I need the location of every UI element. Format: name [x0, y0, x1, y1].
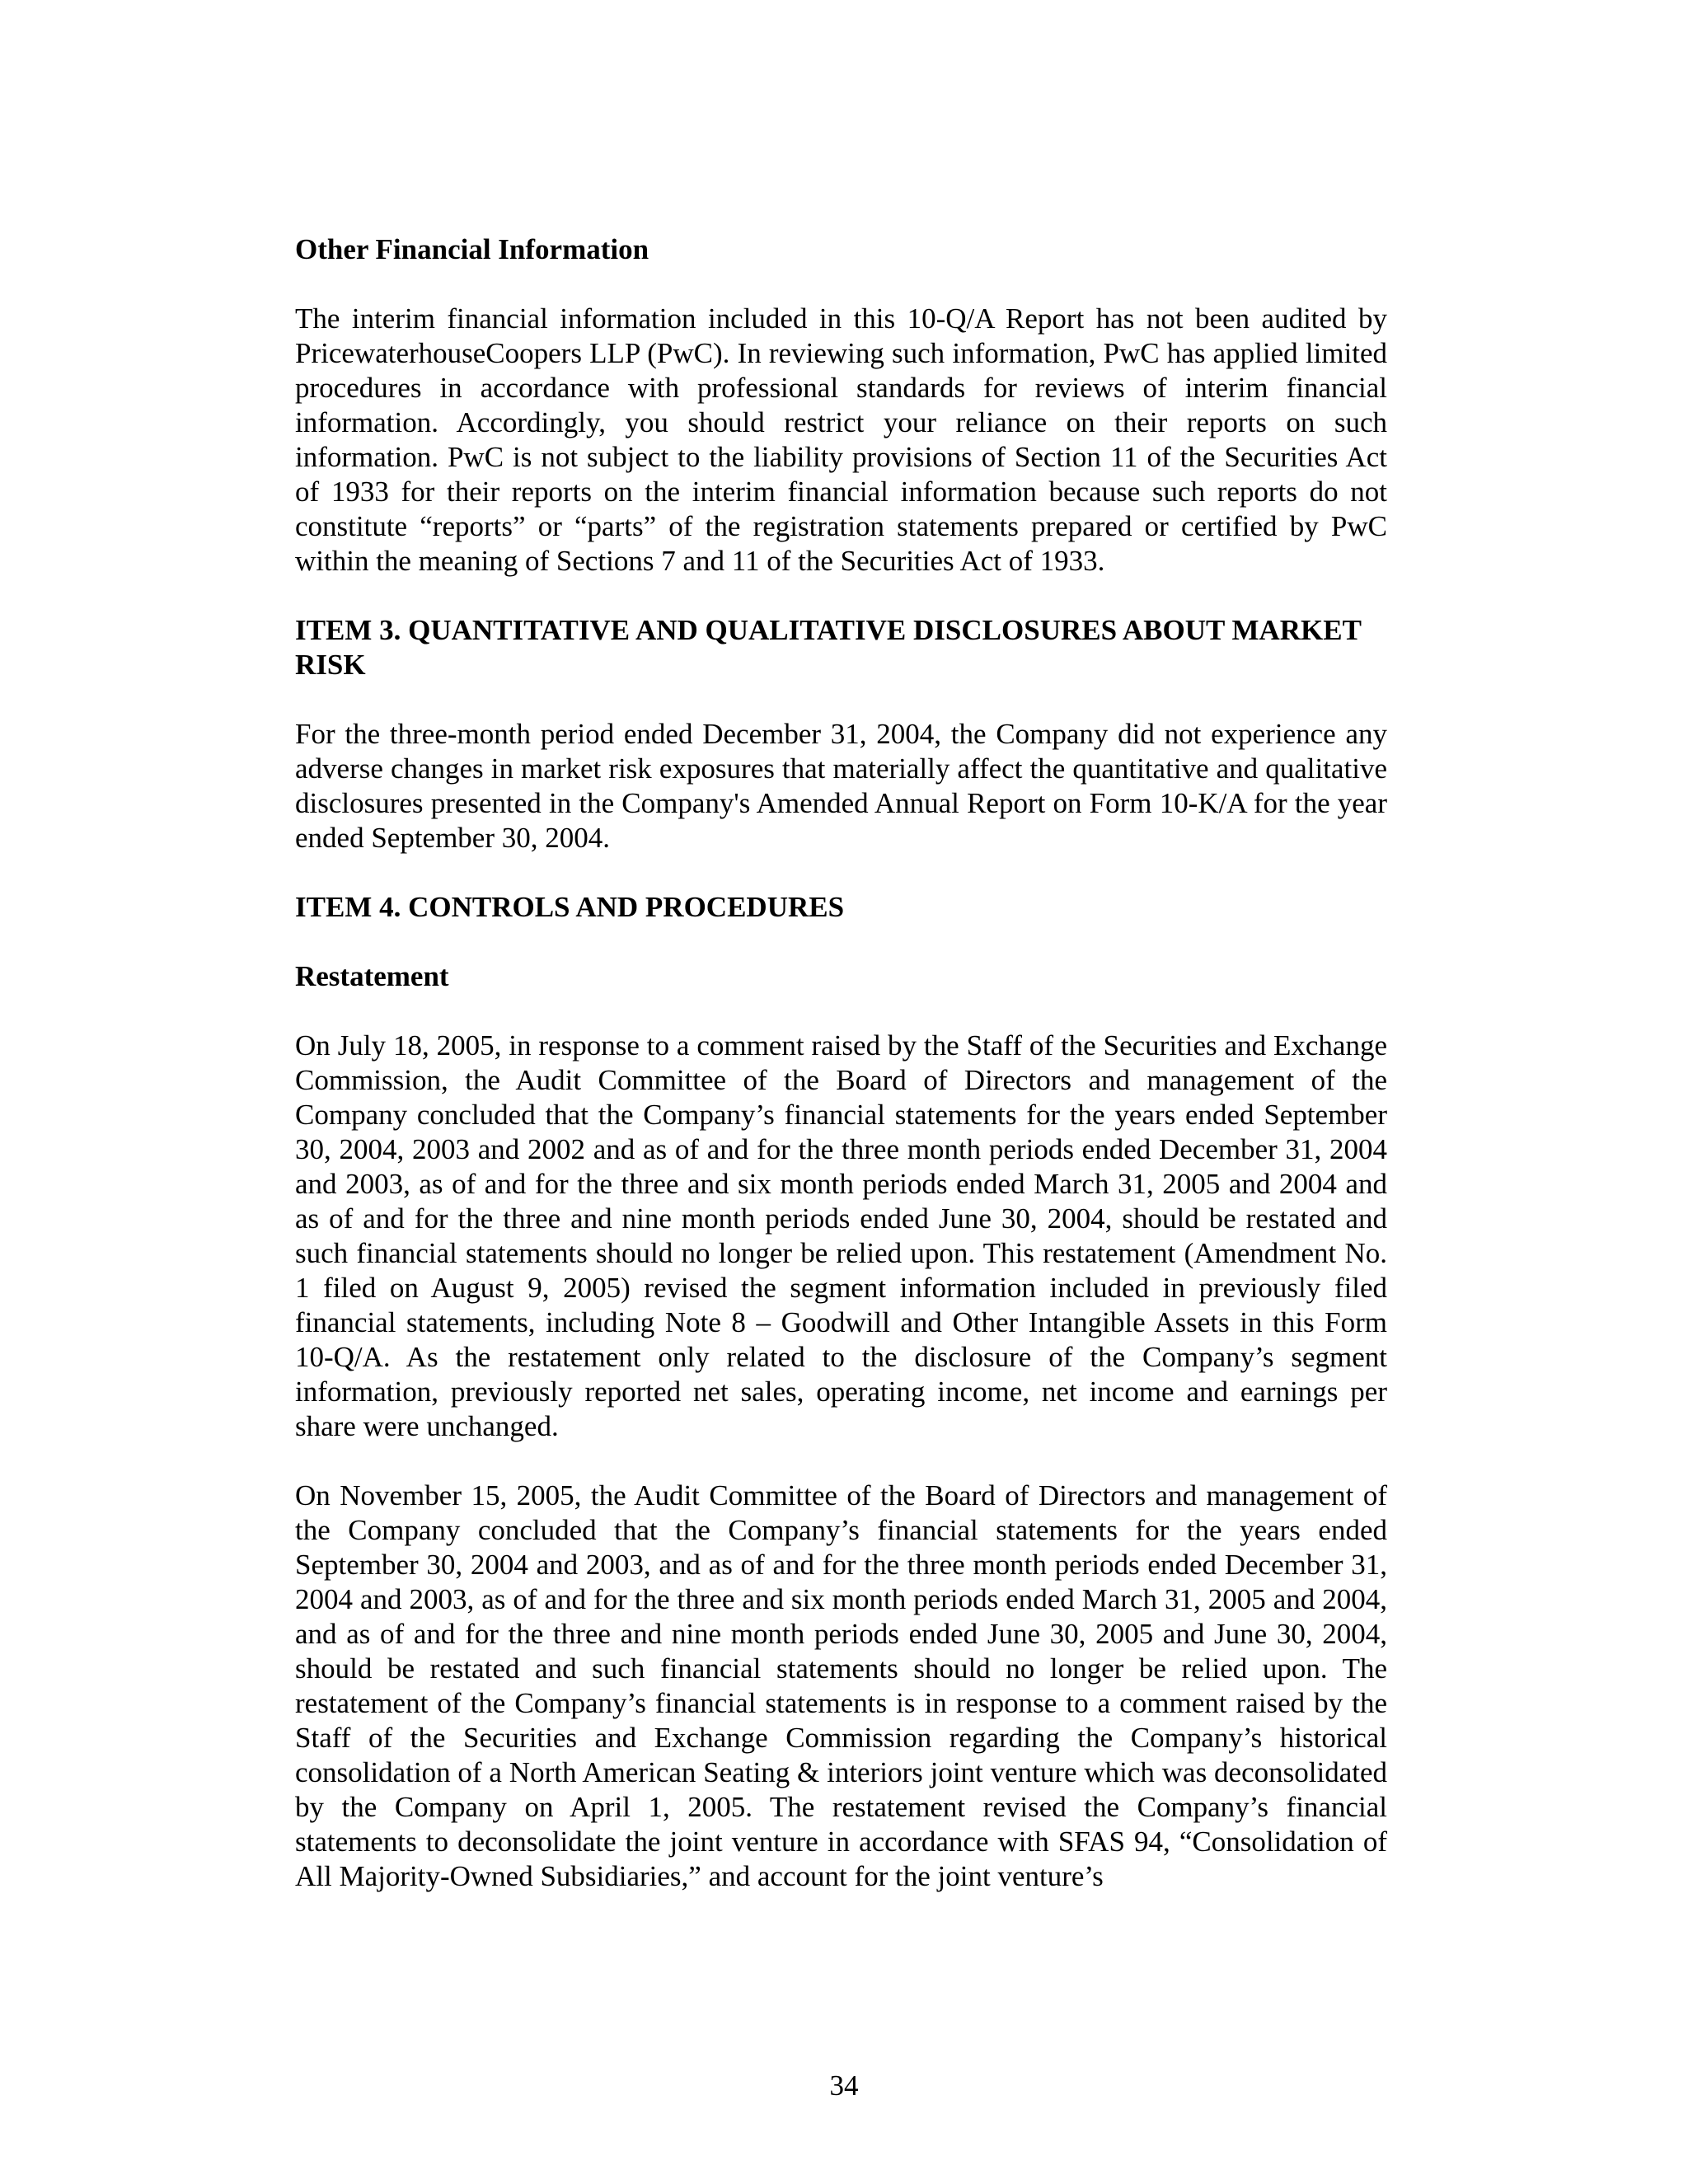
page-content — [295, 232, 1387, 1894]
section-heading-other-financial-information: Other Financial Information — [295, 233, 649, 265]
section-heading-item-4: ITEM 4. CONTROLS AND PROCEDURES — [295, 891, 845, 923]
section-heading-restatement: Restatement — [295, 960, 449, 992]
section-heading-item-3: ITEM 3. QUANTITATIVE AND QUALITATIVE DISCLOSURES ABOUT MARKET RISK — [295, 614, 1362, 681]
paragraph-restatement-july: On July 18, 2005, in response to a comment raised by the Staff of the Securities and Exchange Commission, the Audit Committee of the Board of Directors and management of the Company concluded that the Company’s financial statements for the years ended September 30, 2004, 2003 and 2002 and as of and for the three month periods ended December 31, 2004 and 2003, as of and for the three and six month periods ended March 31, 2005 and 2004 and as of and for the three and nine month periods ended June 30, 2004, should be restated and such financial statements should no longer be relied upon. This restatement (Amendment No. 1 filed on August 9, 2005) revised the segment information included in previously filed financial statements, including Note 8 – Goodwill and Other Intangible Assets in this Form 10-Q/A. As the restatement only related to the disclosure of the Company’s segment information, previously reported net sales, operating income, net income and earnings per share were unchanged. — [295, 1029, 1387, 1442]
paragraph-other-financial-information: The interim financial information included in this 10-Q/A Report has not been audited by PricewaterhouseCoopers LLP (PwC). In reviewing such information, PwC has applied limited procedures in accordance with professional standards for reviews of interim financial information. Accordingly, you should restrict your reliance on their reports on such information. PwC is not subject to the liability provisions of Section 11 of the Securities Act of 1933 for their reports on the interim financial information because such reports do not constitute “reports” or “parts” of the registration statements prepared or certified by PwC within the meaning of Sections 7 and 11 of the Securities Act of 1933. — [295, 302, 1387, 577]
paragraph-item-3: For the three-month period ended December 31, 2004, the Company did not experience any adverse changes in market risk exposures that materially affect the quantitative and qualitative disclosures presented in the Company's Amended Annual Report on Form 10-K/A for the year ended September 30, 2004. — [295, 718, 1387, 854]
page-number: 34 — [829, 2069, 859, 2102]
paragraph-restatement-november: On November 15, 2005, the Audit Committee of the Board of Directors and management of the Company concluded that the Company’s financial statements for the years ended September 30, 2004 and 2003, and as of and for the three month periods ended December 31, 2004 and 2003, as of and for the three and six month periods ended March 31, 2005 and 2004, and as of and for the three and nine month periods ended June 30, 2005 and June 30, 2004, should be restated and such financial statements should no longer be relied upon. The restatement of the Company’s financial statements is in response to a comment raised by the Staff of the Securities and Exchange Commission regarding the Company’s historical consolidation of a North American Seating & interiors joint venture which was deconsolidated by the Company on April 1, 2005. The restatement revised the Company’s financial statements to deconsolidate the joint venture in accordance with SFAS 94, “Consolidation of All Majority-Owned Subsidiaries,” and account for the joint venture’s — [295, 1479, 1387, 1892]
